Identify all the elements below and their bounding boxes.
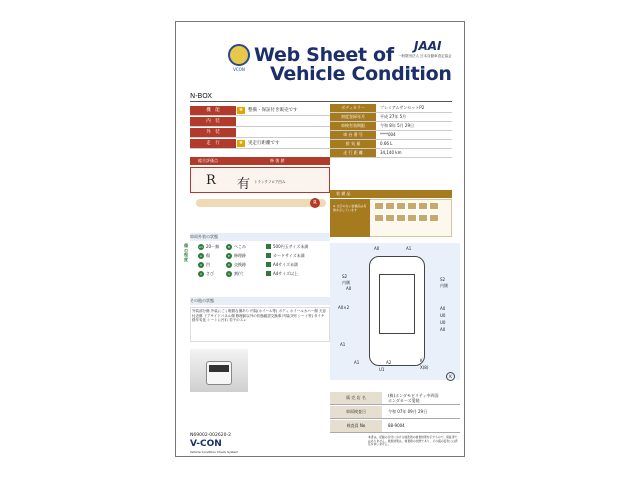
legend-text: さび — [206, 271, 214, 276]
legend-mark: P — [226, 262, 232, 268]
dealer-row — [330, 392, 460, 405]
equipment-cell — [407, 202, 417, 210]
dealer-label: 検査員 No — [330, 420, 382, 432]
legend-header: 車両外装の状態 — [190, 233, 330, 241]
legend-mark: A1 — [199, 245, 203, 249]
diagram-label: A0 — [440, 306, 446, 311]
diagram-label: U0 — [440, 320, 446, 325]
info-row — [330, 104, 452, 113]
legend-damage-label: 傷の程度 — [184, 243, 188, 262]
legend-mark: E — [226, 253, 232, 259]
legend-mark: B — [227, 245, 231, 249]
info-value: 0.66 L — [380, 141, 393, 146]
eval-label: 走 行 — [190, 139, 236, 148]
diagram-label: A0 — [346, 286, 352, 291]
car-diagram-cabin — [379, 274, 415, 334]
vcon-brand: V-CON — [190, 439, 222, 449]
size-marker-icon — [266, 262, 271, 267]
size-marker-icon — [266, 271, 271, 276]
equipment-cell — [385, 214, 395, 222]
eval-row-exterior — [190, 128, 330, 138]
info-label: 初度登録年月 — [330, 113, 376, 121]
size-text: A4サイズ以上 — [273, 271, 298, 276]
equipment-header — [330, 190, 452, 198]
info-value: 平成 27年 5月 — [380, 114, 407, 119]
score-head-repair: 修 復 歴 — [270, 158, 285, 163]
equipment-cell — [385, 202, 395, 210]
score-scale — [196, 199, 326, 207]
equipment-cell — [418, 214, 428, 222]
equipment-cell — [429, 202, 439, 210]
footer-disclaimer: 本書は、記載の日付における検査員の検査結果を示すもので、保証書ではありません。検査結果は、検査時の状態であり、その後の変化には責任を負いません。 — [368, 435, 458, 446]
eval-label: 外 装 — [190, 128, 236, 137]
equipment-cell — [396, 202, 406, 210]
diagram-label: 内側 — [342, 280, 350, 285]
equipment-cell — [374, 202, 384, 210]
sheet-id: N69002-002620-2 — [190, 433, 231, 438]
diagram-label: A1 — [406, 246, 412, 251]
equipment-cell — [418, 202, 428, 210]
size-marker-icon — [266, 253, 271, 258]
legend-text: 割/穴 — [234, 271, 244, 276]
equipment-cell — [407, 214, 417, 222]
dealer-value: 88-9004 — [388, 423, 405, 428]
diagram-label: S2 — [342, 274, 348, 279]
dealer-label: 車両検査日 — [330, 406, 382, 418]
eval-row-function — [190, 106, 330, 116]
legend-text: へこみ — [234, 244, 246, 249]
legend-text: 20ー無 — [206, 244, 220, 249]
eval-text: 実走行距離です — [248, 141, 280, 146]
legend-mark: C — [199, 272, 203, 276]
diagram-label: K — [446, 372, 455, 381]
diagram-label: A0×2 — [338, 305, 350, 310]
equipment-head-label: 装 備 品 — [336, 191, 351, 196]
total-score: R — [206, 173, 216, 188]
star-icon: ★ — [238, 140, 244, 146]
notes-header: その他の状態 — [190, 297, 330, 305]
diagram-label: A0 — [374, 246, 380, 251]
sheet-title-line1: Web Sheet of — [254, 44, 394, 66]
info-row — [330, 113, 452, 122]
info-row — [330, 122, 452, 131]
repair-note: トランクフロア凹み — [254, 180, 286, 184]
logo-caption: VCON — [233, 67, 245, 72]
equipment-cell — [429, 214, 439, 222]
diagram-label: A1 — [354, 360, 360, 365]
score-header — [190, 157, 330, 165]
info-row — [330, 131, 452, 140]
diagram-label: U0 — [440, 313, 446, 318]
score-scale-selected: R — [310, 198, 320, 208]
equipment-cell — [374, 214, 384, 222]
sheet-title-line2: Vehicle Condition — [270, 63, 452, 85]
diagram-label: A1 — [340, 342, 346, 347]
legend-mark: A — [199, 254, 203, 258]
divider — [190, 101, 452, 102]
diagram-label: S2 — [440, 277, 446, 282]
vcon-logo-icon — [228, 44, 250, 66]
eval-row-mileage — [190, 139, 330, 149]
score-head-total: 総合評価点 — [198, 158, 218, 163]
diagram-label: U1 — [379, 367, 385, 372]
diagram-label: K — [420, 358, 423, 363]
diagram-label: 内側 — [440, 283, 448, 288]
info-row — [330, 140, 452, 149]
vehicle-model: N-BOX — [190, 92, 213, 100]
eval-label: 機 能 — [190, 106, 236, 115]
eval-text: 整備・保証付き販売です — [248, 108, 298, 113]
info-value: プレミアムサンセットP2 — [380, 105, 425, 110]
repair-history: 有 — [237, 177, 251, 192]
legend-text: 凹 — [206, 262, 210, 267]
size-text: カードサイズ未満 — [273, 253, 305, 258]
info-label: 車検有効期限 — [330, 122, 376, 130]
star-icon: ★ — [238, 107, 244, 113]
dealer-value: ホンダカーズ愛媛 — [388, 398, 420, 403]
dealer-value: 令和 07年 09月 29日 — [388, 409, 428, 414]
diagram-label: A0 — [440, 327, 446, 332]
info-value: ****004 — [380, 132, 396, 137]
vehicle-condition-sheet — [175, 21, 465, 457]
equipment-cell — [396, 214, 406, 222]
dealer-row — [330, 406, 460, 419]
jaai-org-name: 一般財団法人 日本自動車査定協会 — [398, 54, 452, 58]
info-label: ボディカラー — [330, 104, 376, 112]
info-label: 走 行 距 離 — [330, 149, 376, 157]
legend-text: 交換跡 — [234, 262, 246, 267]
dealer-label: 販 売 店 名 — [330, 392, 382, 404]
jaai-logo: JAAI — [414, 39, 442, 53]
legend-text: 傷 — [206, 253, 210, 258]
legend-text: 修理跡 — [234, 253, 246, 258]
notes-text: 外装部分傷 外装にごく軽微な傷あり 内装(ホイール等) ボディ ホイールカバー傷 天窓付近傷 ドアサイドパネル傷 修理跡以外の状態確認交換事 内装(3列 シート等) タイヤ 経年劣化 シートに汚れ 若干のスレ — [192, 309, 326, 322]
dealer-row — [330, 420, 460, 433]
eval-row-interior — [190, 117, 330, 127]
diagram-label: A2 — [386, 360, 392, 365]
car-window — [209, 365, 229, 372]
info-label: 排 気 量 — [330, 140, 376, 148]
info-row — [330, 149, 452, 158]
vcon-brand-sub: Vehicle Condition Check System — [190, 450, 239, 454]
info-value: 令和 8年 5月 29日 — [380, 123, 414, 128]
legend-mark: S — [226, 271, 232, 277]
equipment-note: ※ 文字のない装備品は有無を示しています — [333, 204, 367, 212]
size-text: 500円玉サイズ未満 — [273, 244, 309, 249]
dealer-value: (株)ホンダモビリティ中四国 — [388, 393, 439, 398]
size-text: A4サイズ未満 — [273, 262, 298, 267]
info-value: 34,140 km — [380, 150, 402, 155]
legend-mark: U — [199, 263, 203, 267]
info-label: 車 台 番 号 — [330, 131, 376, 139]
eval-label: 内 装 — [190, 117, 236, 126]
size-marker-icon — [266, 244, 271, 249]
diagram-label: X(8) — [420, 365, 429, 370]
